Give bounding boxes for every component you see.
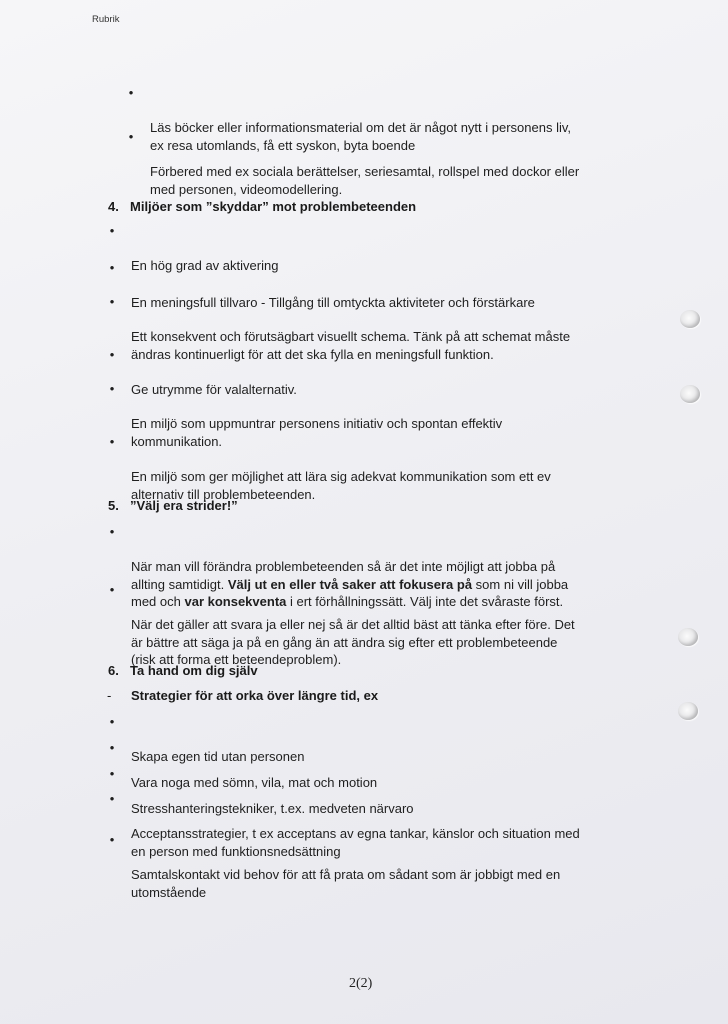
section-heading — [108, 198, 417, 215]
list-item-text: En miljö som ger möjlighet att lära sig adekvat kommunikation som ett ev alternativ till problembeteenden. — [131, 469, 551, 502]
bullet-icon: • — [109, 582, 115, 597]
list-item-text: Läs böcker eller informationsmaterial om det är något nytt i personens liv, ex resa utomlands, få ett syskon, byta boende — [150, 120, 572, 153]
bullet-icon: • — [109, 832, 115, 847]
section-number: 4. — [108, 199, 119, 214]
list-item-text: Skapa egen tid utan personen — [131, 749, 305, 764]
bullet-icon: • — [109, 347, 115, 362]
bullet-icon: • — [109, 524, 115, 539]
punch-hole-icon — [678, 702, 698, 720]
section-number: 5. — [108, 498, 119, 513]
list-item — [109, 433, 671, 503]
section-heading — [108, 497, 238, 514]
list-item-text: En miljö som uppmuntrar personens initiativ och spontan effektiv kommunikation. — [131, 416, 503, 449]
section-title: Ta hand om dig själv — [130, 663, 258, 678]
list-item-text: Stresshanteringstekniker, t.ex. medveten närvaro — [131, 801, 414, 816]
list-item-text: Förbered med ex sociala berättelser, seriesamtal, rollspel med dockor eller med personen, videomodellering. — [150, 164, 580, 197]
punch-hole-icon — [678, 628, 698, 646]
list-item-text: När det gäller att svara ja eller nej så är det alltid bäst att tänka efter före. Det är bättre att säga ja på en gång än att ändra sig efter ett problembeteende (risk att forma ett beteendeproblem). — [131, 617, 575, 667]
bullet-icon: • — [109, 381, 115, 396]
bullet-icon: • — [109, 260, 115, 275]
page-header: Rubrik — [92, 14, 120, 25]
list-item-text: Samtalskontakt vid behov för att få prata om sådant som är jobbigt med en utomstående — [131, 867, 561, 900]
bullet-icon: • — [128, 85, 134, 100]
bullet-icon: • — [109, 740, 115, 755]
bullet-icon: • — [109, 434, 115, 449]
section-number: 6. — [108, 663, 119, 678]
list-item-text: En hög grad av aktivering — [131, 258, 279, 273]
bullet-icon: • — [109, 766, 115, 781]
text-run: som ni vill jobba med och — [131, 576, 569, 609]
list-item-text: Ge utrymme för valalternativ. — [131, 382, 297, 397]
section-title: Miljöer som ”skyddar” mot problembeteenden — [130, 199, 417, 214]
punch-hole-icon — [680, 310, 700, 328]
list-item-text: En meningsfull tillvaro - Tillgång till omtyckta aktiviteter och förstärkare — [131, 295, 535, 310]
bullet-icon: • — [109, 714, 115, 729]
bullet-icon: • — [128, 129, 134, 144]
list-item-text: Vara noga med sömn, vila, mat och motion — [131, 775, 378, 790]
subheading — [107, 687, 379, 704]
list-item — [109, 831, 671, 901]
bullet-icon: • — [109, 791, 115, 806]
bullet-icon: • — [109, 223, 115, 238]
text-run: När man vill förändra problembeteenden så är det inte möjligt att jobba på allting samtidigt. — [131, 559, 556, 592]
bullet-icon: • — [109, 294, 115, 309]
section-title: ”Välj era strider!” — [130, 498, 238, 513]
list-item-text: Acceptansstrategier, t ex acceptans av egna tankar, känslor och situation med en person med funktionsnedsättning — [131, 826, 580, 859]
page-number: 2(2) — [349, 976, 373, 991]
bold-text-run: Välj ut en eller två saker att fokusera på — [227, 576, 473, 592]
section-heading — [108, 662, 258, 679]
punch-hole-icon — [680, 385, 700, 403]
text-run: i ert förhållningssätt. Välj inte det svåraste först. — [286, 594, 564, 609]
dash-marker: - — [107, 688, 112, 703]
list-item — [128, 128, 670, 198]
list-item-text: Ett konsekvent och förutsägbart visuellt schema. Tänk på att schemat måste ändras kontinuerligt för att det ska fylla en meningsfull funktion. — [131, 329, 571, 362]
subheading-text: Strategier för att orka över längre tid, ex — [131, 688, 379, 703]
list-item — [109, 581, 691, 669]
bold-text-run: var konsekventa — [184, 594, 287, 609]
